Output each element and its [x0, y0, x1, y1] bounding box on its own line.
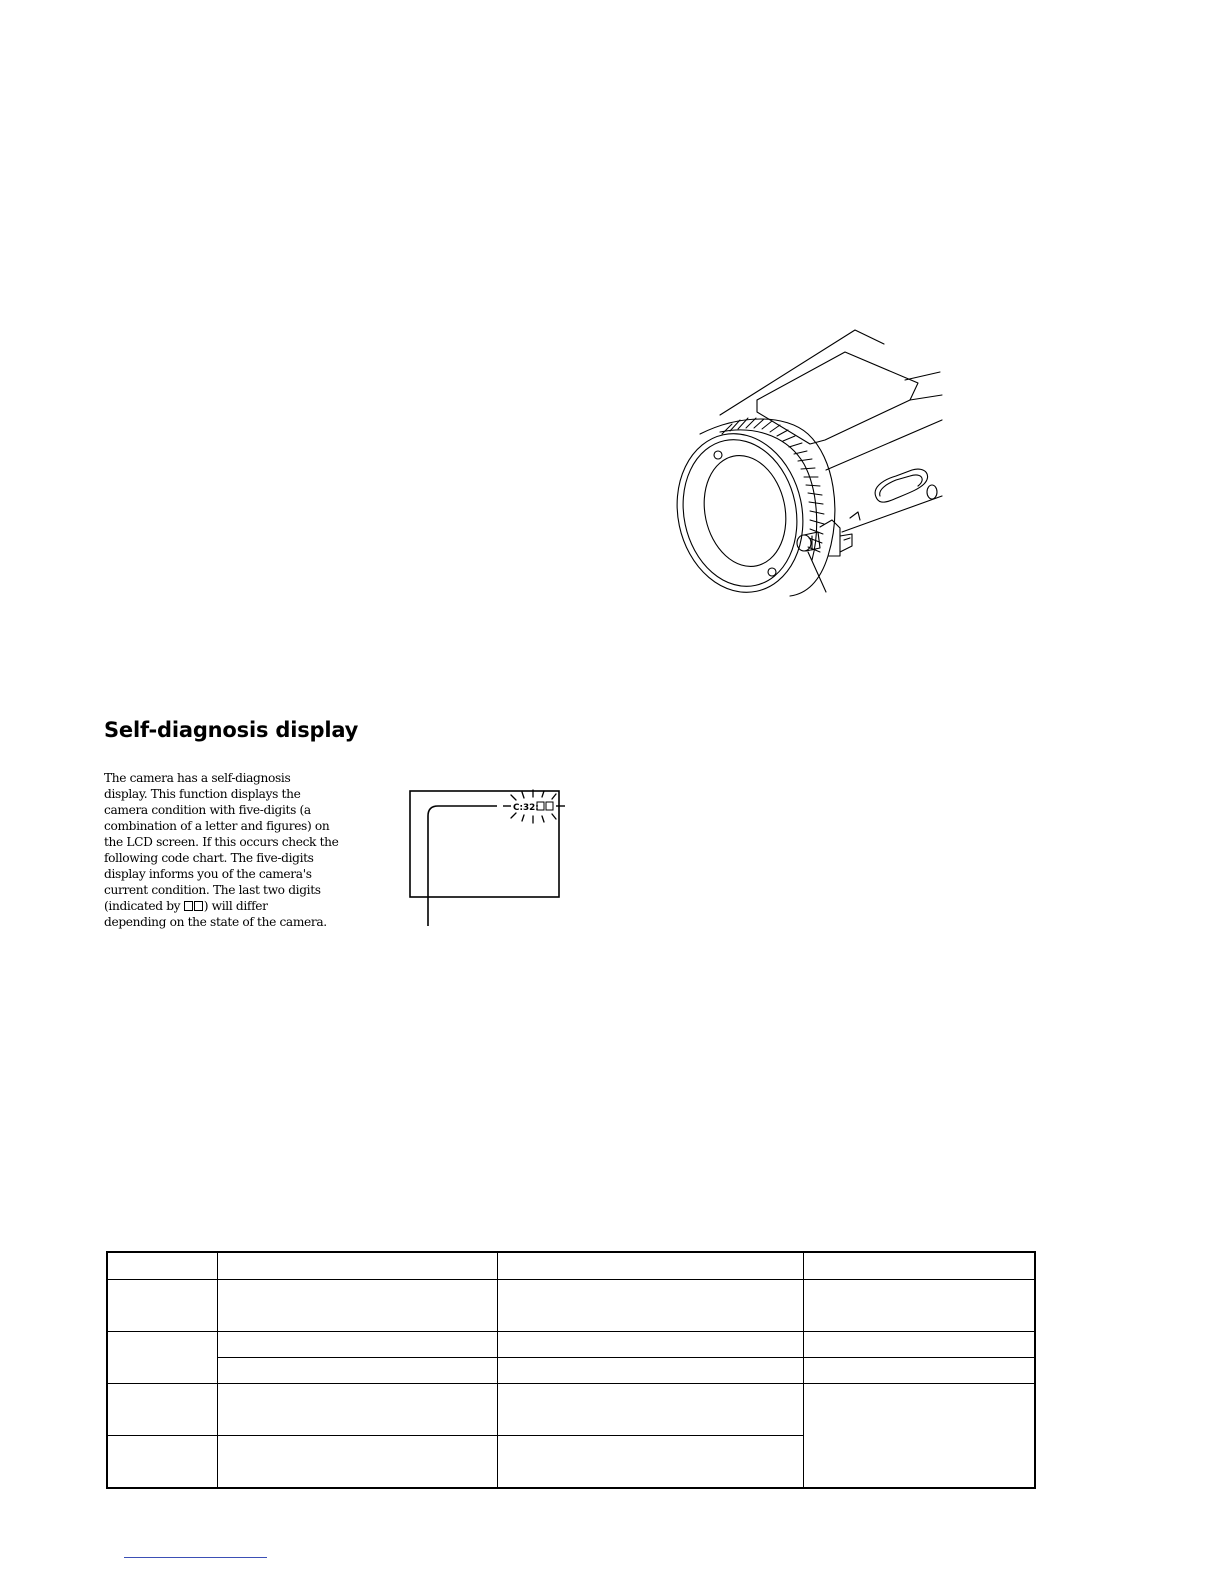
table-cell: [497, 1280, 803, 1332]
table-cell: [497, 1358, 803, 1384]
table-cell: [107, 1280, 217, 1332]
table-header-row: [107, 1252, 1035, 1280]
table-row: [107, 1332, 1035, 1358]
digit-box-icon: [194, 901, 203, 911]
table-cell: [497, 1384, 803, 1436]
lens-focus-ring: [700, 418, 835, 596]
table-cell: [107, 1384, 217, 1436]
table-cell: [497, 1332, 803, 1358]
intro-line: display. This function displays the: [104, 787, 301, 801]
intro-line: display informs you of the camera's: [104, 867, 312, 881]
section-heading: Self-diagnosis display: [104, 718, 359, 742]
intro-line: the LCD screen. If this occurs check the: [104, 835, 339, 849]
camera-body: [720, 330, 942, 556]
table-cell: [497, 1252, 803, 1280]
intro-line: combination of a letter and figures) on: [104, 819, 330, 833]
table-cell: [803, 1280, 1035, 1332]
table-cell: [107, 1332, 217, 1384]
code-chart-table: [106, 1251, 1036, 1489]
table-cell: [107, 1252, 217, 1280]
table-cell: [107, 1436, 217, 1489]
table-cell: [217, 1332, 497, 1358]
table-row: [107, 1384, 1035, 1436]
lcd-code-text: C:32:: [513, 803, 539, 813]
digit-box-icon: [184, 901, 193, 911]
intro-line: (indicated by: [104, 899, 184, 913]
intro-paragraph: [104, 770, 354, 930]
table-cell: [217, 1436, 497, 1489]
table-cell: [217, 1384, 497, 1436]
table-cell: [803, 1358, 1035, 1384]
intro-line: following code chart. The five-digits: [104, 851, 314, 865]
intro-line: ) will differ: [203, 899, 268, 913]
table-cell: [803, 1384, 1035, 1489]
lcd-digit-box-icon: [546, 802, 553, 810]
table-cell: [217, 1280, 497, 1332]
intro-line: depending on the state of the camera.: [104, 915, 327, 929]
table-row: [107, 1280, 1035, 1332]
intro-line: current condition. The last two digits: [104, 883, 321, 897]
lens-front: [676, 422, 817, 598]
table-cell: [497, 1436, 803, 1489]
intro-line: camera condition with five-digits (a: [104, 803, 311, 817]
table-cell: [217, 1358, 497, 1384]
lcd-screen-diagram: [398, 778, 570, 928]
footer-link-underline[interactable]: [124, 1557, 267, 1558]
table-cell: [803, 1332, 1035, 1358]
intro-line: The camera has a self-diagnosis: [104, 771, 291, 785]
table-row: [107, 1358, 1035, 1384]
table-cell: [217, 1252, 497, 1280]
table-cell: [803, 1252, 1035, 1280]
lcd-pointer-line: [428, 806, 497, 926]
camera-front-illustration: [676, 326, 952, 598]
